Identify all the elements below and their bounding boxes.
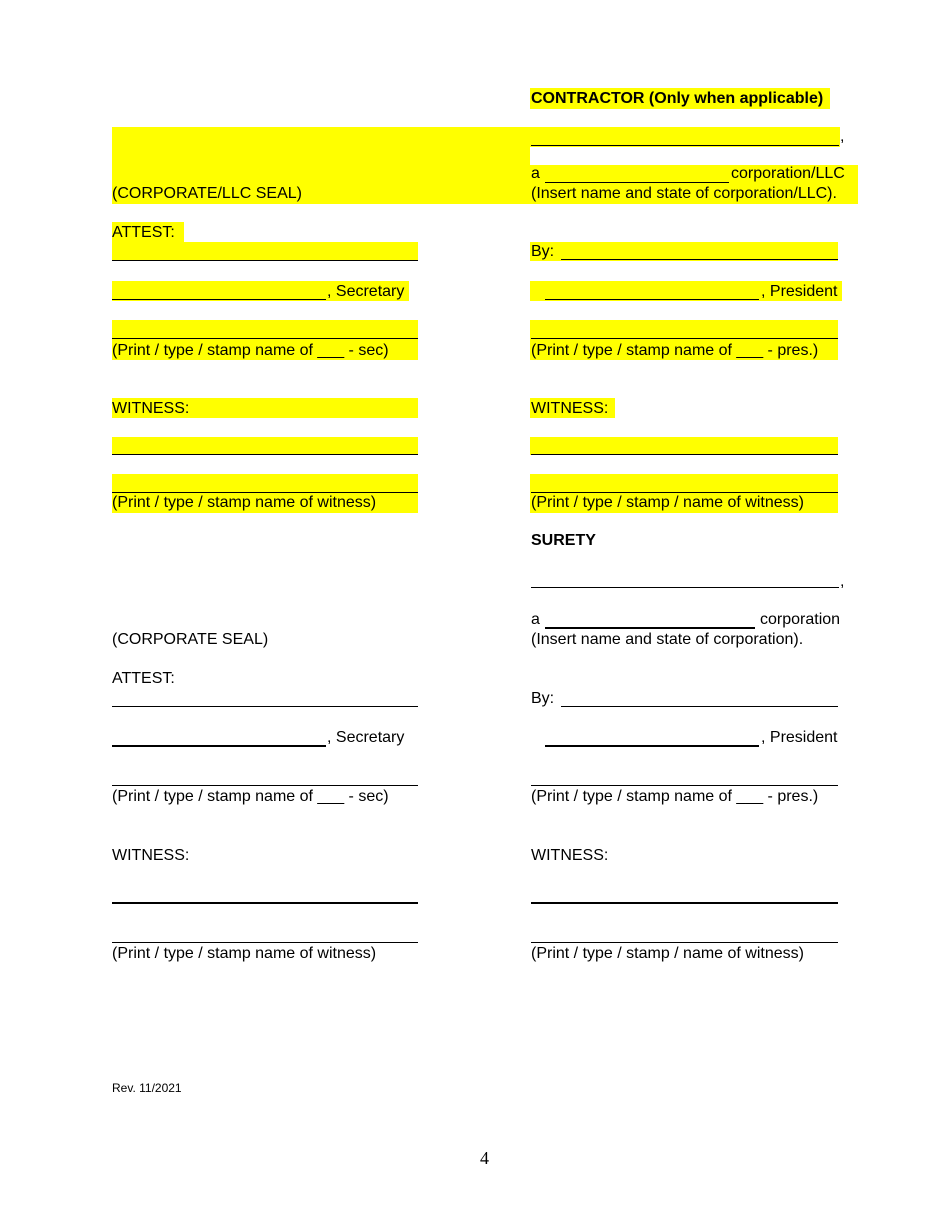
- contractor-witness-signature-field[interactable]: [531, 437, 838, 455]
- surety-left-witness-signature-field[interactable]: [112, 885, 418, 904]
- contractor-left-witness-label: WITNESS:: [112, 400, 190, 417]
- contractor-left-print-witness-label: (Print / type / stamp name of witness): [112, 494, 377, 511]
- contractor-pres-name-field[interactable]: [531, 320, 838, 339]
- surety-heading: SURETY: [531, 532, 596, 549]
- surety-secretary-label: , Secretary: [327, 729, 405, 746]
- surety-president-label: , President: [761, 729, 838, 746]
- surety-secretary-field[interactable]: [112, 728, 326, 747]
- contractor-left-witness-signature-field[interactable]: [112, 437, 418, 455]
- contractor-attest-signature-field[interactable]: [112, 242, 418, 261]
- contractor-president-field[interactable]: [545, 281, 759, 300]
- surety-by-signature-field[interactable]: [561, 689, 838, 707]
- surety-name-comma: ,: [840, 573, 845, 590]
- contractor-seal-label: (CORPORATE/LLC SEAL): [112, 185, 302, 202]
- surety-president-field[interactable]: [545, 728, 759, 747]
- contractor-print-pres-label: (Print / type / stamp name of ___ - pres.): [531, 342, 819, 359]
- surety-by-label: By:: [531, 690, 555, 707]
- surety-insert-note: (Insert name and state of corporation).: [531, 631, 804, 648]
- page-number: 4: [480, 1148, 489, 1168]
- surety-left-print-witness-label: (Print / type / stamp name of witness): [112, 945, 377, 962]
- contractor-insert-note: (Insert name and state of corporation/LLC).: [531, 185, 837, 202]
- contractor-witness-name-field[interactable]: [531, 474, 838, 493]
- contractor-corp-type: corporation/LLC: [731, 165, 845, 182]
- contractor-heading: CONTRACTOR (Only when applicable): [531, 90, 824, 107]
- surety-name-field[interactable]: [531, 570, 839, 588]
- revision-label: Rev. 11/2021: [112, 1081, 182, 1095]
- surety-attest-signature-field[interactable]: [112, 689, 418, 707]
- surety-sec-name-field[interactable]: [112, 767, 418, 786]
- surety-seal-label: (CORPORATE SEAL): [112, 631, 269, 648]
- surety-corp-type: corporation: [760, 611, 841, 628]
- surety-print-witness-label: (Print / type / stamp / name of witness): [531, 945, 804, 962]
- contractor-secretary-label: , Secretary: [327, 283, 405, 300]
- surety-a-label: a: [531, 611, 540, 628]
- contractor-print-witness-label: (Print / type / stamp / name of witness): [531, 494, 804, 511]
- contractor-by-signature-field[interactable]: [561, 242, 838, 260]
- contractor-a-label: a: [531, 165, 540, 182]
- contractor-left-witness-name-field[interactable]: [112, 474, 418, 493]
- contractor-state-field[interactable]: [545, 164, 729, 183]
- contractor-name-comma: ,: [840, 128, 845, 145]
- contractor-witness-label: WITNESS:: [531, 400, 609, 417]
- surety-state-field[interactable]: [545, 610, 755, 629]
- contractor-attest-label: ATTEST:: [112, 224, 175, 241]
- contractor-print-sec-label: (Print / type / stamp name of ___ - sec): [112, 342, 389, 359]
- contractor-by-label: By:: [531, 243, 555, 260]
- contractor-secretary-field[interactable]: [112, 281, 326, 300]
- contractor-name-field[interactable]: [531, 127, 839, 146]
- surety-left-witness-name-field[interactable]: [112, 924, 418, 943]
- surety-attest-label: ATTEST:: [112, 670, 175, 687]
- surety-witness-name-field[interactable]: [531, 924, 838, 943]
- contractor-sec-name-field[interactable]: [112, 320, 418, 339]
- surety-witness-label: WITNESS:: [531, 847, 609, 864]
- surety-print-sec-label: (Print / type / stamp name of ___ - sec): [112, 788, 389, 805]
- surety-pres-name-field[interactable]: [531, 767, 838, 786]
- surety-left-witness-label: WITNESS:: [112, 847, 190, 864]
- contractor-president-label: , President: [761, 283, 838, 300]
- surety-witness-signature-field[interactable]: [531, 885, 838, 904]
- surety-print-pres-label: (Print / type / stamp name of ___ - pres.): [531, 788, 819, 805]
